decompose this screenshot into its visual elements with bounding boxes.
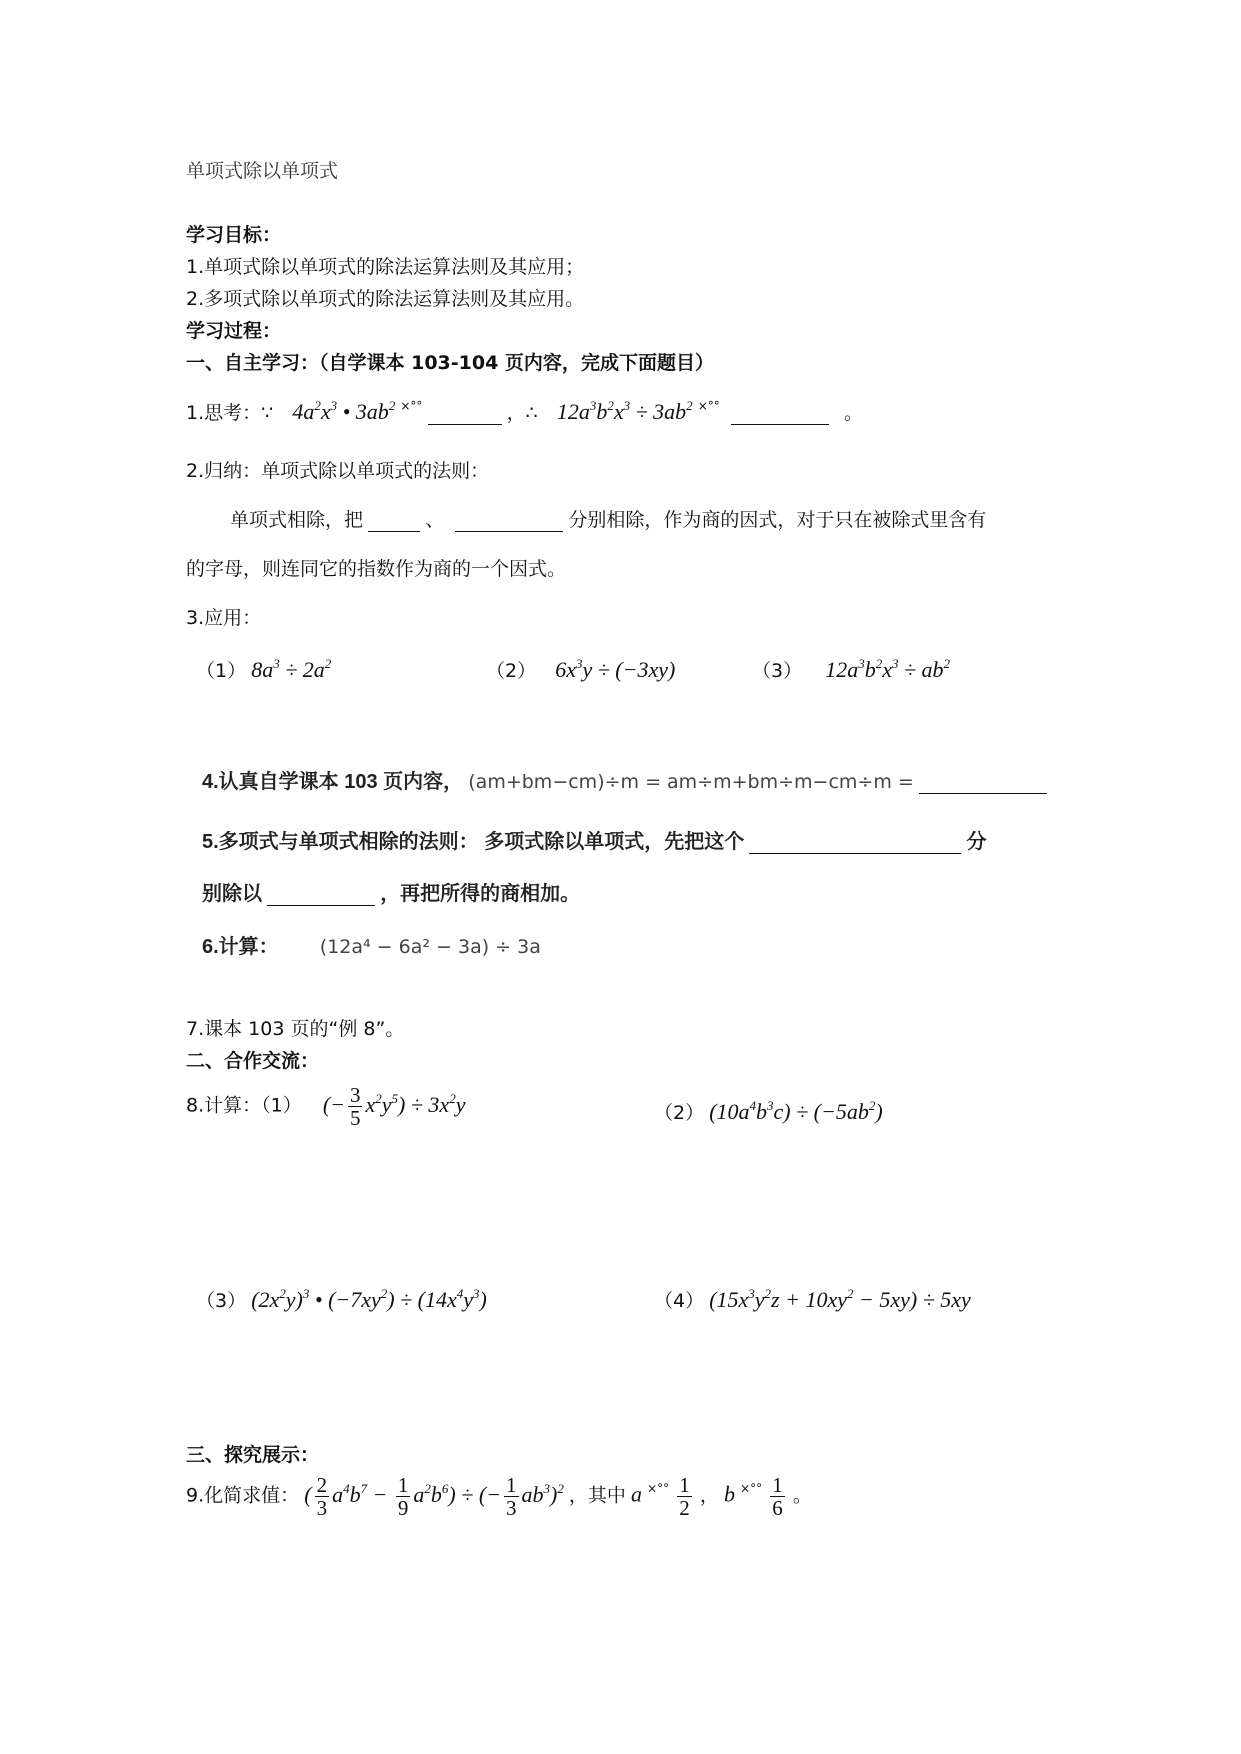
q9-expression: ( $\frac{2}{3}$ $a^4b^7$ − $\frac{1}{9}$ $a^2b^6$) ÷ (− $\frac{1}{3}$ $ab^3)^2$ — [304, 1473, 564, 1521]
q2-blank-2[interactable] — [455, 511, 563, 532]
page-title: 单项式除以单项式 — [186, 160, 339, 182]
objective-item-2: 2.多项式除以单项式的除法运算法则及其应用。 — [186, 288, 585, 310]
q8-part-4-label: （4） — [654, 1290, 705, 1312]
q8-label: 8.计算：（1） — [186, 1094, 302, 1117]
q8-expr-4: $(15x^3y^2z + 10xy^2 - 5xy) \div 5xy$ — [709, 1286, 971, 1312]
q5-blank-2[interactable] — [267, 885, 375, 906]
q3-label: 3.应用： — [186, 607, 262, 629]
question-4 — [202, 765, 1047, 794]
q2-rule-b: 分别相除，作为商的因式，对于只在被除式里含有 — [568, 509, 987, 531]
q6-label: 6.计算： — [202, 936, 279, 958]
q5-text-b: 分 — [966, 831, 987, 853]
q2-rule-line-1 — [230, 505, 986, 532]
q3-part-1-label: （1） — [196, 660, 247, 682]
section3-heading: 三、探究展示： — [186, 1444, 320, 1466]
garbled-equals-glyph: ×°° — [647, 1481, 670, 1496]
q2-blank-1[interactable] — [368, 511, 420, 532]
q3-part-3 — [752, 656, 950, 683]
q3-part-3-label: （3） — [752, 660, 803, 682]
q5-text-a: 5.多项式与单项式相除的法则： 多项式除以单项式，先把这个 — [202, 831, 745, 853]
question-1 — [186, 398, 863, 425]
q9-value-a: $\frac{1}{2}$ — [679, 1473, 690, 1521]
q9-var-b: b — [723, 1481, 735, 1507]
q4-text: 4.认真自学课本 103 页内容， — [202, 771, 464, 793]
q2-label: 2.归纳：单项式除以单项式的法则： — [186, 460, 490, 482]
q9-value-b: $\frac{1}{6}$ — [772, 1473, 783, 1521]
q1-blank-2[interactable] — [731, 404, 829, 425]
q9-comma: ， — [699, 1484, 719, 1507]
question-6 — [202, 930, 541, 959]
objective-item-1: 1.单项式除以单项式的除法运算法则及其应用； — [186, 256, 585, 278]
question-7: 7.课本 103 页的“例 8”。 — [186, 1018, 405, 1040]
q1-end: 。 — [844, 402, 864, 424]
question-9 — [186, 1474, 812, 1519]
q5-line-1 — [202, 825, 986, 854]
q9-where: ，其中 — [568, 1484, 626, 1507]
q1-label: 1.思考：∵ — [186, 402, 274, 424]
q2-rule-a: 单项式相除，把 — [230, 509, 364, 531]
q3-expr-2: $6x^3y \div (-3xy)$ — [555, 656, 676, 682]
section1-heading: 一、自主学习：（自学课本 103-104 页内容，完成下面题目） — [186, 352, 714, 374]
objectives-heading: 学习目标： — [186, 224, 282, 246]
q8-expr-1: (− $\frac{3}{5}$ $x^2y^5) \div 3x^2y$ — [322, 1083, 466, 1131]
q4-blank[interactable] — [919, 773, 1047, 794]
q2-rule-line-2: 的字母，则连同它的指数作为商的一个因式。 — [186, 558, 567, 580]
q9-label: 9.化简求值： — [186, 1484, 300, 1507]
q8-part-2 — [654, 1098, 883, 1125]
q9-var-a: a — [631, 1481, 643, 1507]
q4-formula: (am+bm−cm)÷m = am÷m+bm÷m−cm÷m = — [468, 771, 914, 793]
q1-therefore: ，∴ — [506, 402, 538, 424]
q1-expression-b: $12a^3b^2x^3 \div 3ab^2$ — [556, 398, 693, 424]
q5-line-2 — [202, 877, 580, 906]
q5-blank-1[interactable] — [749, 833, 961, 854]
q2-rule-sep: 、 — [425, 509, 445, 531]
process-heading: 学习过程： — [186, 320, 282, 342]
q9-end: 。 — [792, 1484, 812, 1507]
q5-text-d: ，再把所得的商相加。 — [380, 883, 581, 905]
q1-blank-1[interactable] — [428, 404, 502, 425]
garbled-equals-glyph: ×°° — [400, 399, 423, 413]
q6-formula: (12a⁴ − 6a² − 3a) ÷ 3a — [319, 936, 541, 958]
garbled-equals-glyph: ×°° — [697, 399, 720, 413]
q3-expr-1: $8a^3 \div 2a^2$ — [251, 656, 332, 682]
q8-part-1 — [186, 1084, 465, 1129]
q3-part-2 — [486, 656, 675, 683]
q8-expr-3: $(2x^2y)^3$ • $(-7xy^2) \div (14x^4y^3)$ — [251, 1286, 487, 1312]
q3-part-1 — [196, 656, 331, 683]
q8-part-3-label: （3） — [196, 1290, 247, 1312]
garbled-equals-glyph: ×°° — [740, 1481, 763, 1496]
q5-text-c: 别除以 — [202, 883, 262, 905]
q3-part-2-label: （2） — [486, 660, 537, 682]
q8-part-2-label: （2） — [654, 1102, 705, 1124]
q3-expr-3: $12a^3b^2x^3 \div ab^2$ — [825, 656, 951, 682]
q8-expr-2: $(10a^4b^3c) \div (-5ab^2)$ — [709, 1098, 883, 1124]
q8-part-4 — [654, 1286, 971, 1313]
section2-heading: 二、合作交流： — [186, 1050, 320, 1072]
q8-part-3 — [196, 1286, 487, 1313]
q1-expression-a: $4a^2x^3$ • $3ab^2$ — [292, 398, 396, 424]
